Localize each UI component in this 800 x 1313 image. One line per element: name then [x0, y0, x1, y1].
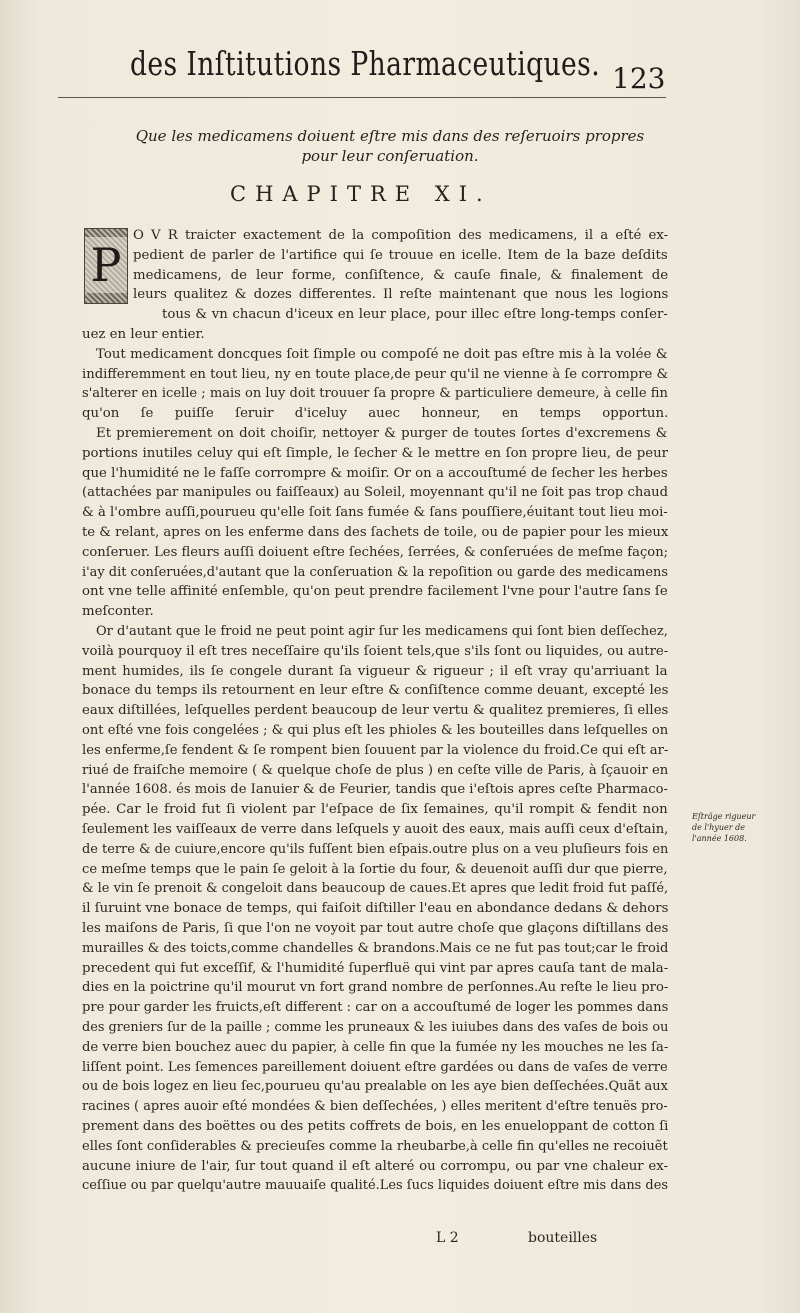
margin-note-line: l'année 1608.: [692, 834, 747, 843]
body-line: medicamens, de leur forme, conſiſtence, & cauſe finale, & finalement de: [133, 267, 669, 283]
body-line: que l'humidité ne le faſſe corrompre & moiſir. Or on a accouſtumé de ſecher les herbes: [82, 465, 668, 481]
body-line: tous & vn chacun d'iceux en leur place, pour illec eſtre long-temps conſer-: [162, 307, 668, 323]
body-line: Or d'autant que le froid ne peut point agir ſur les medicamens qui ſont bien deſſechez,: [96, 624, 668, 639]
body-line: ont eſté vne fois congelées ; & qui plus eſt les phioles & les bouteilles dans leſquelles on: [82, 723, 669, 738]
body-line: leurs qualitez & dozes differentes. Il reſte maintenant que nous les logions: [133, 287, 669, 303]
body-line: O V R traicter exactement de la compoſition des medicamens, il a eſté ex-: [133, 228, 669, 243]
body-line: les maiſons de Paris, ſi que l'on ne voyoit par tout autre choſe que glaçons diſtillans des: [82, 921, 669, 936]
body-line: qu'on ſe puiſſe ſeruir d'iceluy auec honneur, en temps opportun.: [82, 406, 669, 422]
body-line: il ſuruint vne bonace de temps, qui faiſoit diſtiller l'eau en abondance dedans & dehors: [82, 901, 669, 917]
body-line: pedient de parler de l'artifice qui ſe trouue en icelle. Item de la baze deſdits: [133, 247, 668, 263]
body-line: ſeulement les vaiſſeaux de verre dans leſquels y auoit des eaux, mais auſſi ceux d'eſtain,: [82, 822, 669, 837]
body-line: ce meſme temps que le pain ſe geloit à la ſortie du four, & deuenoit auſſi dur que pierre,: [82, 861, 668, 877]
page-number: 123: [612, 62, 666, 95]
body-line: s'alterer en icelle ; mais on luy doit trouuer ſa propre & particuliere demeure, à celle fin: [82, 386, 668, 402]
running-head: des Inſtitutions Pharmaceutiques.: [130, 44, 601, 83]
margin-note-line: Eſtrãge rigueur: [692, 812, 756, 821]
body-line: ont vne telle affinité enſemble, qu'on peut prendre facilement l'vne pour l'autre ſans ſe: [82, 584, 668, 600]
catchword: bouteilles: [528, 1230, 598, 1246]
body-line: i'ay dit conſeruées,d'autant que la conſeruation & la repoſition ou garde des medicamens: [82, 564, 669, 580]
body-line: murailles & des toicts,comme chandelles & brandons.Mais ce ne fut pas tout;car le froid: [82, 940, 669, 956]
body-line: indifferemment en tout lieu, ny en toute place,de peur qu'il ne vienne à ſe corrompre &: [82, 366, 669, 382]
body-line: pée. Car le froid fut ſi violent par l'eſpace de ſix ſemaines, qu'il rompit & fendit non: [82, 802, 668, 818]
body-line: prement dans des boëttes ou des petits coffrets de bois, en les enueloppant de cotton ſi: [82, 1119, 669, 1134]
body-line: de terre & de cuiure,encore qu'ils fuſſent bien eſpais.outre plus on a veu pluſieurs fois en: [82, 841, 669, 857]
body-line: (attachées par manipules ou faiſſeaux) au Soleil, moyennant qu'il ne ſoit pas trop chaud: [82, 485, 669, 501]
signature-mark: L 2: [436, 1230, 459, 1246]
body-line: meſconter.: [82, 604, 154, 620]
body-line: voilà pourquoy il eſt tres neceſſaire qu'ils ſoient tels,que s'ils ſont ou liquides, ou autre-: [82, 643, 669, 659]
body-line: ment humides, ils ſe congele durant ſa vigueur & rigueur ; il eſt vray qu'arriuant la: [82, 663, 668, 679]
body-line: aucune iniure de l'air, ſur tout quand il eſt alteré ou corrompu, ou par vne chaleur ex-: [82, 1158, 669, 1174]
body-line: & le vin ſe prenoit & congeloit dans beaucoup de caues.Et apres que ledit froid fut paſſé,: [82, 881, 669, 897]
ornamental-drop-cap: [84, 228, 128, 304]
body-line: les enferme,ſe fendent & ſe rompent bien ſouuent par la violence du froid.Ce qui eſt ar-: [82, 742, 669, 758]
chapter-heading: CHAPITRE XI.: [230, 182, 492, 206]
body-line: te & relant, apres on les enferme dans des ſachets de toile, ou de papier pour les mieux: [82, 525, 669, 540]
body-line: pre pour garder les fruicts,eſt different : car on a accouſtumé de loger les pommes dans: [82, 1000, 669, 1016]
drop-cap-letter: P: [85, 237, 127, 293]
body-line: & à l'ombre auſſi,pourueu qu'elle ſoit ſans fumée & ſans pouſſiere,éuitant tout lieu moi-: [82, 505, 668, 521]
body-line: l'année 1608. és mois de Ianuier & de Feurier, tandis que i'eſtois apres ceſte Pharmaco-: [82, 782, 668, 798]
header-rule: [58, 97, 666, 99]
body-line: racines ( apres auoir eſté mondées & bien deſſechées, ) elles meritent d'eſtre tenuës pro-: [82, 1099, 668, 1115]
chapter-title-line-2: pour leur conſeruation.: [301, 147, 479, 165]
body-line: Tout medicament doncques ſoit ſimple ou compoſé ne doit pas eſtre mis à la volée &: [96, 346, 668, 362]
body-line: Et premierement on doit choiſir, nettoyer & purger de toutes ſortes d'excremens &: [96, 426, 668, 441]
margin-note-line: de l'hyuer de: [692, 823, 745, 832]
body-line: precedent qui fut exceſſif, & l'humidité ſuperfluë qui vint par apres cauſa tant de mala-: [82, 960, 669, 976]
body-line: bonace du temps ils retournent en leur eſtre & conſiſtence comme deuant, excepté les: [82, 683, 669, 699]
body-line: dies en la poictrine qu'il mourut vn fort grand nombre de perſonnes.Au reſte le lieu pro-: [82, 980, 669, 996]
body-line: liſſent point. Les ſemences pareillement doiuent eſtre gardées ou dans de vaſes de verre: [82, 1059, 668, 1075]
chapter-title-line-1: Que les medicamens doiuent eſtre mis dans des reſeruoirs propres: [135, 127, 645, 145]
body-line: elles ſont conſiderables & precieuſes comme la rheubarbe,à celle fin qu'elles ne recoiuẽt: [82, 1138, 668, 1154]
body-line: de verre bien bouchez auec du papier, à celle fin que la fumée ny les mouches ne les ſa-: [82, 1039, 669, 1055]
body-line: portions inutiles celuy qui eſt ſimple, le ſecher & le mettre en ſon propre lieu, de peur: [82, 445, 669, 461]
body-line: ceſſiue ou par quelqu'autre mauuaiſe qualité.Les ſucs liquides doiuent eſtre mis dans des: [82, 1178, 669, 1194]
body-line: uez en leur entier.: [82, 327, 205, 342]
body-line: ou de bois logez en lieu ſec,pourueu qu'au prealable on les aye bien deſſechées.Quãt aux: [82, 1079, 668, 1095]
body-line: des greniers ſur de la paille ; comme les pruneaux & les iuiubes dans des vaſes de bois ou: [82, 1020, 669, 1035]
body-line: conſeruer. Les fleurs auſſi doiuent eſtre ſechées, ſerrées, & conſeruées de meſme façon;: [82, 544, 669, 560]
body-line: riué de fraiſche memoire ( & quelque choſe de plus ) en ceſte ville de Paris, à ſçauoir en: [82, 762, 669, 778]
body-line: eaux diſtillées, leſquelles perdent beaucoup de leur vertu & qualitez premieres, ſi elles: [82, 703, 669, 719]
